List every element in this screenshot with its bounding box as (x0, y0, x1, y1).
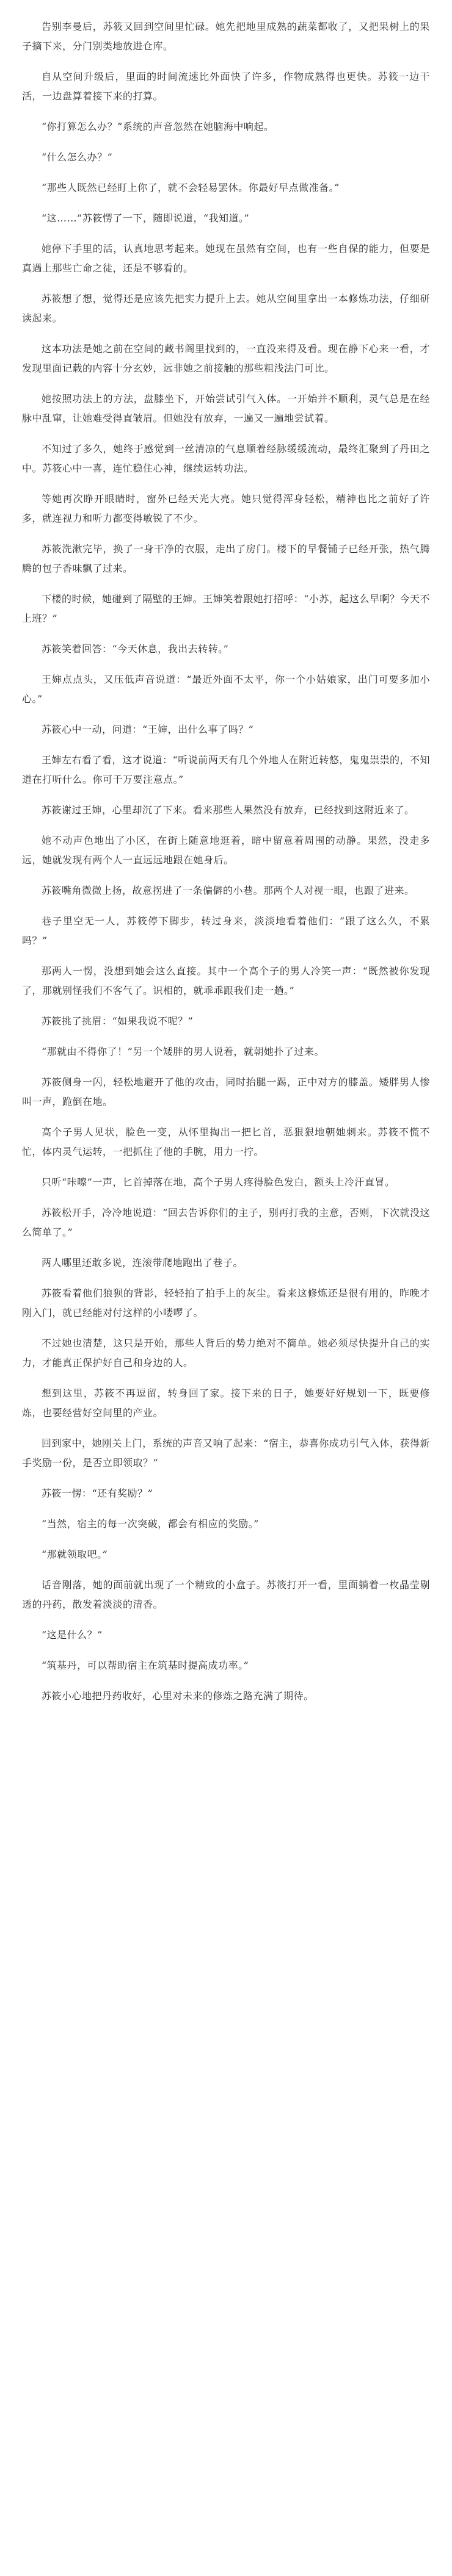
paragraph: 只听“咔嚓”一声，匕首掉落在地，高个子男人疼得脸色发白，额头上冷汗直冒。 (42, 1176, 395, 1188)
paragraph: 王婶点点头，又压低声音说道：“最近外面不太平，你一个小姑娘家，出门可要多加小心。” (22, 674, 430, 705)
article-body (22, 17, 430, 1706)
paragraph: 那两人一愣，没想到她会这么直接。其中一个高个子的男人冷笑一声：“既然被你发现了，那就别怪我们不客气了。识相的，就乖乖跟我们走一趟。” (22, 965, 430, 996)
paragraph: 苏筱松开手，冷冷地说道：“回去告诉你们的主子，别再打我的主意，否则，下次就没这么简单了。” (22, 1207, 430, 1238)
paragraph: 苏筱侧身一闪，轻松地避开了他的攻击，同时抬腿一踢，正中对方的膝盖。矮胖男人惨叫一声，跪倒在地。 (22, 1076, 430, 1107)
paragraph: 高个子男人见状，脸色一变，从怀里掏出一把匕首，恶狠狠地朝她刺来。苏筱不慌不忙，体内灵气运转，一把抓住了他的手腕，用力一拧。 (22, 1126, 430, 1157)
paragraph: 苏筱洗漱完毕，换了一身干净的衣服，走出了房门。楼下的早餐铺子已经开张，热气腾腾的包子香味飘了过来。 (22, 543, 430, 574)
paragraph: “那些人既然已经盯上你了，就不会轻易罢休。你最好早点做准备。” (42, 182, 340, 193)
paragraph: 苏筱想了想，觉得还是应该先把实力提升上去。她从空间里拿出一本修炼功法，仔细研读起来。 (22, 293, 430, 324)
paragraph: 苏筱小心地把丹药收好，心里对未来的修炼之路充满了期待。 (42, 1690, 314, 1702)
paragraph: 苏筱一愣：“还有奖励？” (42, 1488, 153, 1499)
paragraph: 她不动声色地出了小区，在街上随意地逛着，暗中留意着周围的动静。果然，没走多远，她就发现有两个人一直远远地跟在她身后。 (22, 835, 430, 866)
paragraph: 等她再次睁开眼睛时，窗外已经天光大亮。她只觉得浑身轻松，精神也比之前好了许多，就连视力和听力都变得敏锐了不少。 (22, 493, 430, 524)
paragraph: 自从空间升级后，里面的时间流速比外面快了许多，作物成熟得也更快。苏筱一边干活，一边盘算着接下来的打算。 (22, 71, 430, 102)
paragraph: “筑基丹，可以帮助宿主在筑基时提高成功率。” (42, 1660, 249, 1671)
paragraph: 苏筱笑着回答：“今天休息，我出去转转。” (42, 643, 229, 655)
paragraph: 她停下手里的活，认真地思考起来。她现在虽然有空间，也有一些自保的能力，但要是真遇上那些亡命之徒，还是不够看的。 (22, 243, 430, 274)
paragraph: “你打算怎么办？”系统的声音忽然在她脑海中响起。 (42, 121, 274, 132)
paragraph: 话音刚落，她的面前就出现了一个精致的小盒子。苏筱打开一看，里面躺着一枚晶莹剔透的丹药，散发着淡淡的清香。 (22, 1579, 430, 1610)
paragraph: 不过她也清楚，这只是开始，那些人背后的势力绝对不简单。她必须尽快提升自己的实力，才能真正保护好自己和身边的人。 (22, 1337, 430, 1369)
paragraph: 苏筱心中一动，问道：“王婶，出什么事了吗？” (42, 724, 254, 735)
paragraph: 她按照功法上的方法，盘膝坐下，开始尝试引气入体。一开始并不顺利，灵气总是在经脉中乱窜，让她难受得直皱眉。但她没有放弃，一遍又一遍地尝试着。 (22, 393, 430, 424)
paragraph: “那就由不得你了！”另一个矮胖的男人说着，就朝她扑了过来。 (42, 1046, 324, 1057)
paragraph: 这本功法是她之前在空间的藏书阁里找到的，一直没来得及看。现在静下心来一看，才发现里面记载的内容十分玄妙，远非她之前接触的那些粗浅法门可比。 (22, 343, 430, 374)
paragraph: 巷子里空无一人，苏筱停下脚步，转过身来，淡淡地看着他们：“跟了这么久，不累吗？” (22, 915, 430, 946)
paragraph: 下楼的时候，她碰到了隔壁的王婶。王婶笑着跟她打招呼：“小苏，起这么早啊？今天不上班？” (22, 593, 430, 624)
paragraph: 不知过了多久，她终于感觉到一丝清凉的气息顺着经脉缓缓流动，最终汇聚到了丹田之中。苏筱心中一喜，连忙稳住心神，继续运转功法。 (22, 443, 430, 474)
paragraph: “当然，宿主的每一次突破，都会有相应的奖励。” (42, 1518, 259, 1530)
paragraph: 苏筱谢过王婶，心里却沉了下来。看来那些人果然没有放弃，已经找到这附近来了。 (42, 804, 415, 816)
paragraph: 回到家中，她刚关上门，系统的声音又响了起来：“宿主，恭喜你成功引气入体，获得新手奖励一份，是否立即领取？” (22, 1437, 430, 1469)
paragraph: “这是什么？” (42, 1629, 103, 1641)
paragraph: 告别李曼后，苏筱又回到空间里忙碌。她先把地里成熟的蔬菜都收了，又把果树上的果子摘下来，分门别类地放进仓库。 (22, 21, 430, 52)
paragraph: 苏筱挑了挑眉：“如果我说不呢？” (42, 1015, 194, 1027)
paragraph: “这……”苏筱愣了一下，随即说道，“我知道。” (42, 212, 250, 224)
paragraph: 想到这里，苏筱不再逗留，转身回了家。接下来的日子，她要好好规划一下，既要修炼，也要经营好空间里的产业。 (22, 1387, 430, 1419)
paragraph: “什么怎么办？” (42, 151, 113, 163)
paragraph: 两人哪里还敢多说，连滚带爬地跑出了巷子。 (42, 1257, 244, 1268)
paragraph: 苏筱看着他们狼狈的背影，轻轻拍了拍手上的灰尘。看来这修炼还是很有用的，昨晚才刚入门，就已经能对付这样的小喽啰了。 (22, 1287, 430, 1319)
paragraph: 王婶左右看了看，这才说道：“听说前两天有几个外地人在附近转悠，鬼鬼祟祟的，不知道在打听什么。你可千万要注意点。” (22, 754, 430, 785)
paragraph: “那就领取吧。” (42, 1549, 108, 1560)
paragraph: 苏筱嘴角微微上扬，故意拐进了一条偏僻的小巷。那两个人对视一眼，也跟了进来。 (42, 885, 415, 896)
